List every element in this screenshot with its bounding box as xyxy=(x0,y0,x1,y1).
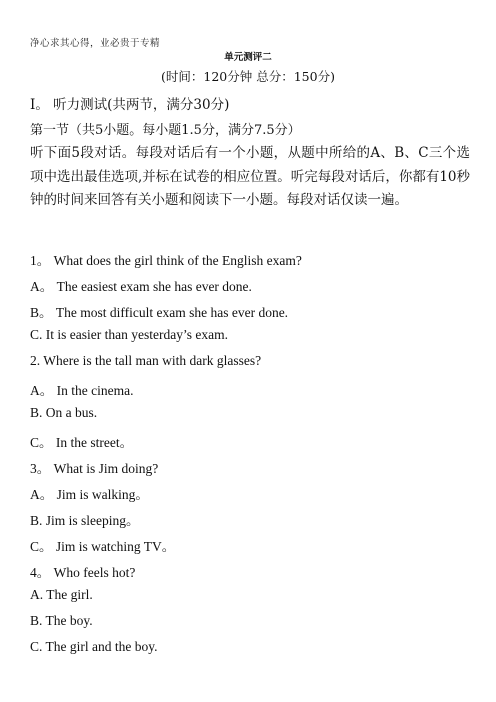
part-heading: 第一节（共5小题。每小题1.5分，满分7.5分） xyxy=(30,123,301,138)
answer-option: C。 Jim is watching TV。 xyxy=(30,539,176,554)
answer-option: A。 In the cinema. xyxy=(30,383,134,398)
answer-option: B. The boy. xyxy=(30,613,93,628)
answer-option: A. The girl. xyxy=(30,587,93,602)
unit-title: 单元测评二 xyxy=(224,52,272,63)
answer-option: C. It is easier than yesterday’s exam. xyxy=(30,327,228,342)
question-stem: 4。 Who feels hot? xyxy=(30,565,136,580)
question-stem: 1。 What does the girl think of the English exam? xyxy=(30,253,302,268)
answer-option: C. The girl and the boy. xyxy=(30,639,158,654)
instructions-paragraph: 听下面5段对话。每段对话后有一个小题，从题中所给的A、B、C三个选项中选出最佳选项,并标在试卷的相应位置。听完每段对话后，你都有10秒钟的时间来回答有关小题和阅读下一小题。每段对话仅读一遍。 xyxy=(30,145,470,208)
answer-option: B. On a bus. xyxy=(30,405,98,420)
section-heading: Ⅰ。 听力测试(共两节，满分30分) xyxy=(30,97,230,113)
answer-option: B. Jim is sleeping。 xyxy=(30,513,140,528)
question-stem: 2. Where is the tall man with dark glasses? xyxy=(30,353,262,368)
header-motto: 净心求其心得，业必贵于专精 xyxy=(30,38,161,49)
question-stem: 3。 What is Jim doing? xyxy=(30,461,159,476)
answer-option: B。 The most difficult exam she has ever done. xyxy=(30,305,289,320)
answer-option: A。 The easiest exam she has ever done. xyxy=(30,279,252,294)
answer-option: A。 Jim is walking。 xyxy=(30,487,149,502)
answer-option: C。 In the street。 xyxy=(30,435,134,450)
exam-time-score: (时间：120分钟 总分：150分) xyxy=(161,69,335,84)
